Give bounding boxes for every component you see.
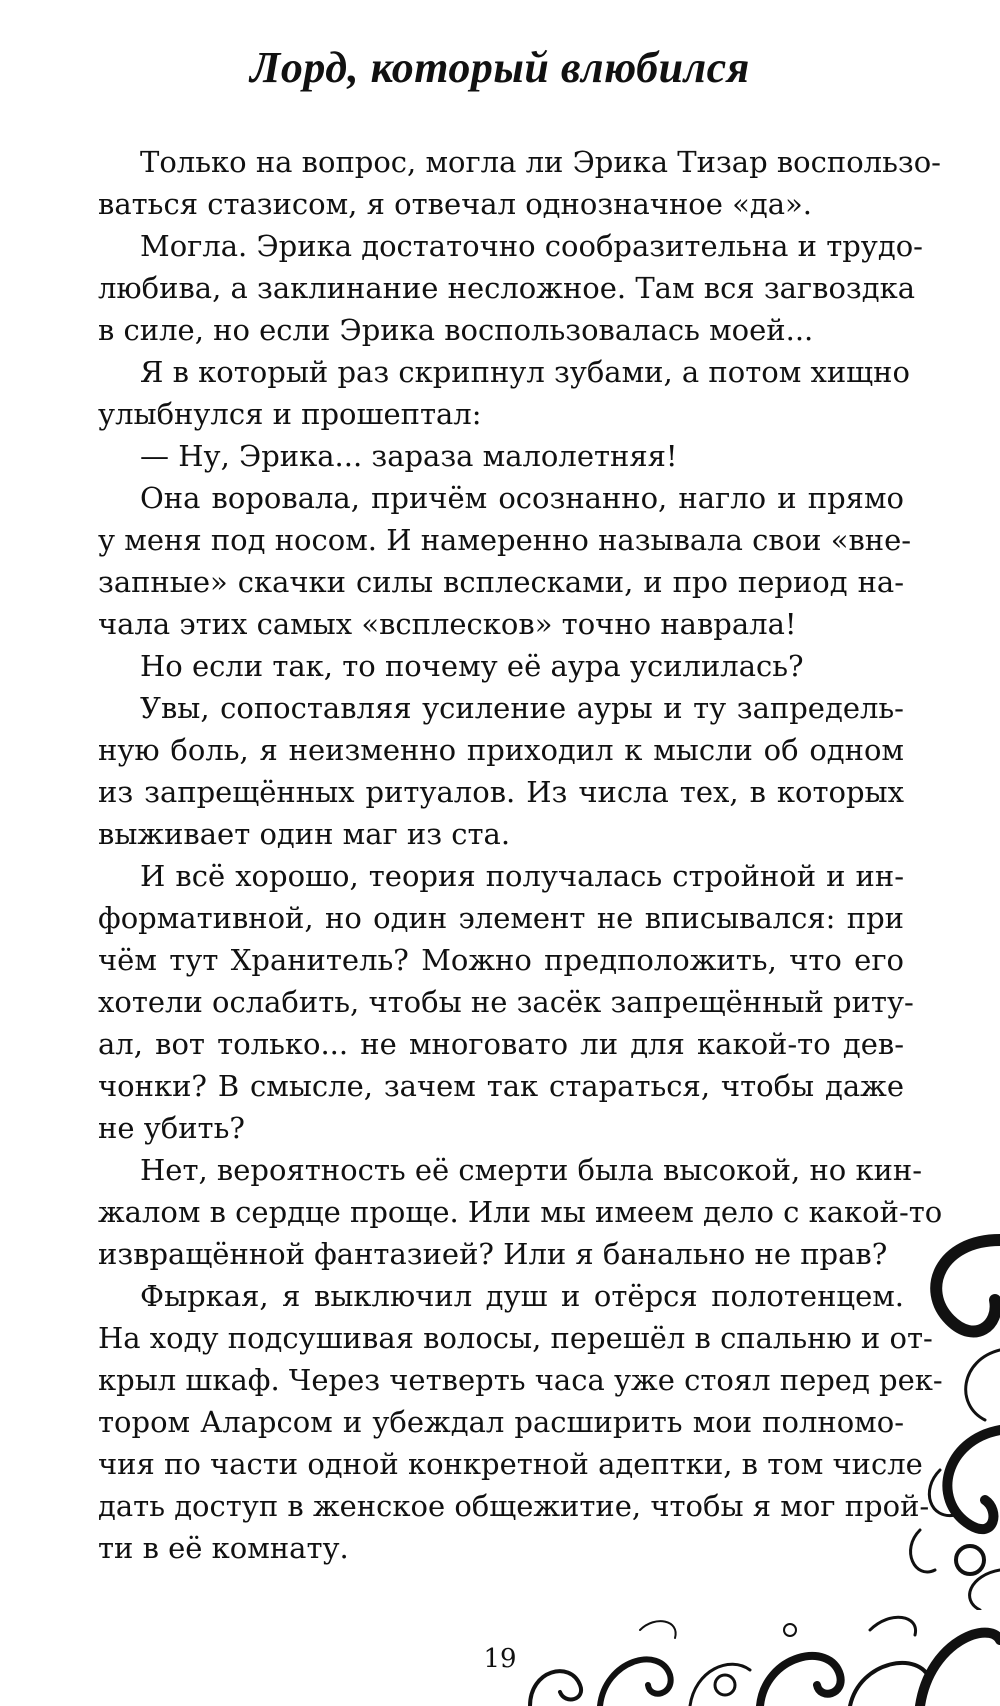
swirl-ornament-side-icon xyxy=(900,1230,1000,1610)
text-line: ваться стазисом, я отвечал однозначное «да». xyxy=(98,187,812,221)
paragraph xyxy=(98,1149,943,1275)
text-line: Она воровала, причём осознанно, нагло и прямо xyxy=(140,481,904,515)
text-line: ти в её комнату. xyxy=(98,1531,349,1565)
text-line: запные» скачки силы всплесками, и про период на- xyxy=(98,565,904,599)
paragraph xyxy=(98,645,904,687)
text-line: крыл шкаф. Через четверть часа уже стоял перед рек- xyxy=(98,1363,943,1397)
text-line: извращённой фантазией? Или я банально не прав? xyxy=(98,1237,888,1271)
text-line: Могла. Эрика достаточно сообразительна и трудо- xyxy=(140,229,923,263)
text-line: любива, а заклинание несложное. Там вся загвоздка xyxy=(98,271,915,305)
text-line: формативной, но один элемент не вписывался: при xyxy=(98,901,904,935)
text-line: Фыркая, я выключил душ и отёрся полотенцем. xyxy=(140,1279,904,1313)
text-line: И всё хорошо, теория получалась стройной и ин- xyxy=(140,859,904,893)
text-line: жалом в сердце проще. Или мы имеем дело с какой-то xyxy=(98,1195,943,1229)
text-line: чала этих самых «всплесков» точно наврала! xyxy=(98,607,797,641)
text-line: дать доступ в женское общежитие, чтобы я мог прой- xyxy=(98,1489,930,1523)
text-line: — Ну, Эрика... зараза малолетняя! xyxy=(140,439,678,473)
text-line: Увы, сопоставляя усиление ауры и ту запредель- xyxy=(140,691,904,725)
paragraph xyxy=(98,351,910,435)
text-line: чия по части одной конкретной адептки, в том числе xyxy=(98,1447,923,1481)
text-line: не убить? xyxy=(98,1111,245,1145)
text-line: чонки? В смысле, зачем так стараться, чтобы даже xyxy=(98,1069,904,1103)
text-line: тором Аларсом и убеждал расширить мои полномо- xyxy=(98,1405,904,1439)
text-line: ную боль, я неизменно приходил к мысли об одном xyxy=(98,733,904,767)
text-line: из запрещённых ритуалов. Из числа тех, в которых xyxy=(98,775,904,809)
running-header: Лорд, который влюбился xyxy=(250,43,750,92)
text-line: у меня под носом. И намеренно называла свои «вне- xyxy=(98,523,912,557)
text-line: Я в который раз скрипнул зубами, а потом хищно xyxy=(140,355,910,389)
text-line: Нет, вероятность её смерти была высокой, но кин- xyxy=(140,1153,923,1187)
text-line: чём тут Хранитель? Можно предположить, что его xyxy=(98,943,904,977)
book-text xyxy=(98,141,943,1569)
text-line: в силе, но если Эрика воспользовалась моей... xyxy=(98,313,814,347)
paragraph xyxy=(98,687,904,855)
text-line: Но если так, то почему её аура усилилась? xyxy=(140,649,804,683)
paragraph xyxy=(98,477,912,645)
text-line: выживает один маг из ста. xyxy=(98,817,511,851)
paragraph xyxy=(98,855,914,1149)
text-line: хотели ослабить, чтобы не засёк запрещённый риту- xyxy=(98,985,914,1019)
paragraph xyxy=(98,141,941,225)
text-line: На ходу подсушивая волосы, перешёл в спальню и от- xyxy=(98,1321,933,1355)
paragraph xyxy=(98,435,904,477)
paragraph xyxy=(98,225,923,351)
swirl-ornament-bottom-icon xyxy=(520,1600,1000,1706)
text-line: улыбнулся и прошептал: xyxy=(98,397,482,431)
page-number: 19 xyxy=(483,1644,517,1674)
text-line: ал, вот только... не многовато ли для какой-то дев- xyxy=(98,1027,904,1061)
text-line: Только на вопрос, могла ли Эрика Тизар воспользо- xyxy=(140,145,941,179)
paragraph xyxy=(98,1275,943,1569)
